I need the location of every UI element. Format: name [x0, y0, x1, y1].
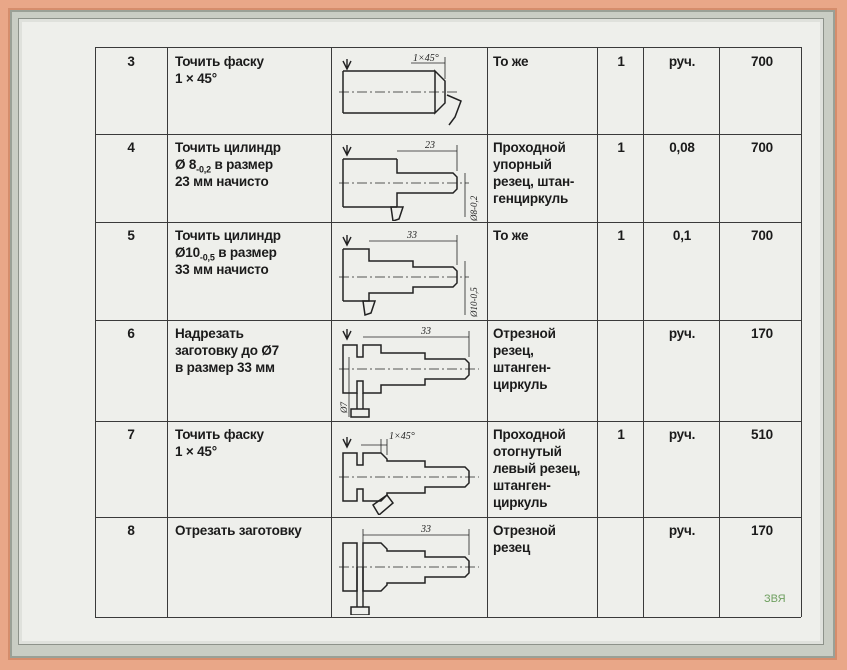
- tool-line: отогнутый: [493, 444, 562, 459]
- operation-line: 1 × 45°: [175, 71, 217, 86]
- step-number: 8: [127, 523, 135, 538]
- tool-line: Проходной: [493, 427, 566, 442]
- sketch-cylinder-33: [337, 225, 483, 319]
- feed-value: руч.: [668, 427, 696, 442]
- step-number: 5: [127, 228, 135, 243]
- tool-line: упорный: [493, 157, 552, 172]
- operation-text: [175, 426, 325, 460]
- operation-text: [175, 325, 325, 376]
- operation-line: 1 × 45°: [175, 444, 217, 459]
- tool-text: [493, 426, 597, 511]
- passes-value: 1: [617, 427, 625, 442]
- operation-line: 23 мм начисто: [175, 174, 269, 189]
- feed-value: руч.: [668, 54, 696, 69]
- tool-line: То же: [493, 54, 529, 69]
- sketch-chamfer: [337, 51, 483, 131]
- feed-value: 0,08: [669, 140, 695, 155]
- tool-line: резец,: [493, 343, 534, 358]
- sketch-diameter-label: Ø10-0,5: [469, 287, 479, 317]
- row-rule: [95, 47, 801, 48]
- sketch-dimension-label: 33: [407, 230, 417, 241]
- operation-line: Ø $8_{-0,2}$ в размер: [175, 157, 273, 175]
- tool-line: левый резец,: [493, 461, 581, 476]
- tool-text: [493, 522, 597, 556]
- tool-text: [493, 53, 597, 70]
- watermark: ЗВЯ: [764, 593, 786, 605]
- tool-text: [493, 139, 597, 207]
- row-rule: [95, 134, 801, 135]
- tool-line: Отрезной: [493, 326, 556, 341]
- passes-value: 1: [617, 228, 625, 243]
- step-number: 6: [127, 326, 135, 341]
- feed-value: руч.: [668, 326, 696, 341]
- tool-text: [493, 325, 597, 393]
- speed-value: 700: [751, 228, 773, 243]
- operation-line: Надрезать: [175, 326, 244, 341]
- tool-line: генциркуль: [493, 191, 569, 206]
- sketch-dimension-label: 23: [425, 140, 435, 151]
- sketch-dimension-label: 1×45°: [413, 53, 439, 64]
- operation-line: Точить цилиндр: [175, 140, 281, 155]
- column-rule: [643, 47, 644, 617]
- row-rule: [95, 617, 801, 618]
- sketch-cutoff: [337, 521, 483, 615]
- operation-line: в размер 33 мм: [175, 360, 275, 375]
- tool-text: [493, 227, 597, 244]
- column-rule: [331, 47, 332, 617]
- tool-line: штанген-: [493, 478, 551, 493]
- step-number: 7: [127, 427, 135, 442]
- operation-text: [175, 227, 325, 278]
- document-sheet: [18, 18, 824, 645]
- sketch-groove: [337, 323, 483, 419]
- speed-value: 700: [751, 140, 773, 155]
- row-rule: [95, 222, 801, 223]
- speed-value: 170: [751, 523, 773, 538]
- speed-value: 700: [751, 54, 773, 69]
- tool-line: Отрезной: [493, 523, 556, 538]
- column-rule: [719, 47, 720, 617]
- sketch-diameter-label: Ø7: [339, 402, 349, 413]
- column-rule: [801, 47, 802, 617]
- operation-line: Точить фаску: [175, 427, 264, 442]
- column-rule: [597, 47, 598, 617]
- tool-line: штанген-: [493, 360, 551, 375]
- operation-text: [175, 522, 329, 539]
- passes-value: 1: [617, 140, 625, 155]
- column-rule: [487, 47, 488, 617]
- operation-line: $Ø10_{-0,5}$ в размер: [175, 245, 277, 263]
- operation-line: заготовку до Ø7: [175, 343, 279, 358]
- feed-value: 0,1: [672, 228, 692, 243]
- row-rule: [95, 517, 801, 518]
- sketch-dimension-label: 33: [421, 524, 431, 535]
- operation-line: 33 мм начисто: [175, 262, 269, 277]
- sketch-diameter-label: Ø8-0,2: [469, 195, 479, 221]
- passes-value: 1: [617, 54, 625, 69]
- tool-line: циркуль: [493, 377, 548, 392]
- operation-text: [175, 53, 325, 87]
- operation-line: Точить цилиндр: [175, 228, 281, 243]
- tool-line: Проходной: [493, 140, 566, 155]
- row-rule: [95, 320, 801, 321]
- sketch-cylinder-23: [337, 137, 483, 221]
- sketch-dimension-label: 33: [421, 326, 431, 337]
- speed-value: 170: [751, 326, 773, 341]
- step-number: 3: [127, 54, 135, 69]
- operation-line: Отрезать заготовку: [175, 523, 302, 538]
- step-number: 4: [127, 140, 135, 155]
- operation-line: Точить фаску: [175, 54, 264, 69]
- speed-value: 510: [751, 427, 773, 442]
- operation-text: [175, 139, 325, 190]
- sketch-dimension-label: 1×45°: [389, 431, 415, 442]
- tool-line: То же: [493, 228, 529, 243]
- sketch-chamfer-left: [337, 425, 483, 515]
- tool-line: резец, штан-: [493, 174, 575, 189]
- feed-value: руч.: [668, 523, 696, 538]
- column-rule: [167, 47, 168, 617]
- tool-line: циркуль: [493, 495, 548, 510]
- column-rule: [95, 47, 96, 617]
- tool-line: резец: [493, 540, 531, 555]
- row-rule: [95, 421, 801, 422]
